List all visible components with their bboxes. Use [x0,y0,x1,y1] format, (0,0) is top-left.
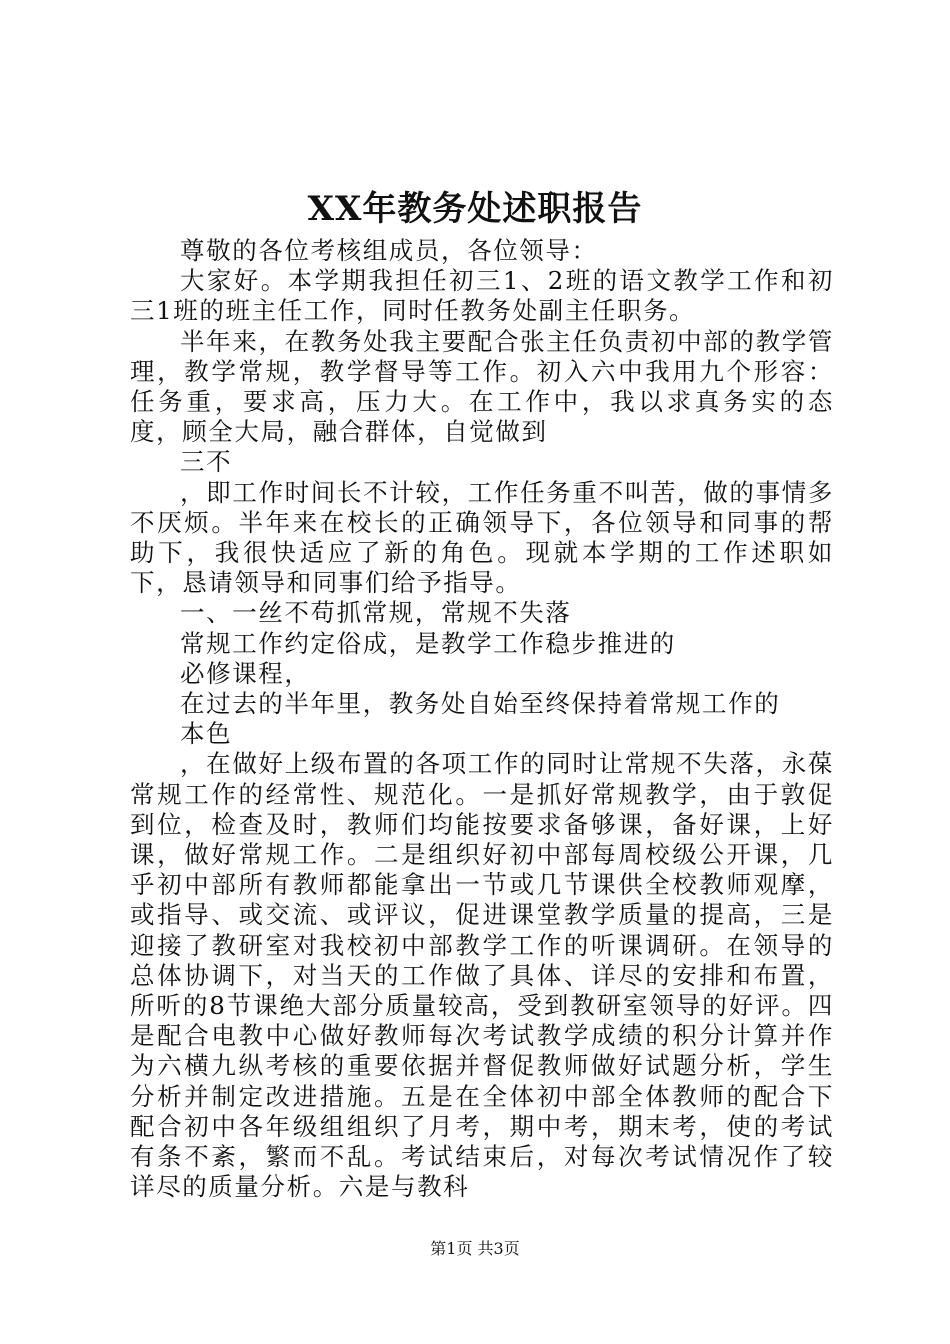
page-number-footer: 第1页 共3页 [430,1239,520,1258]
paragraph-true-colors: 本色 [180,719,233,749]
paragraph-routine-detail: ，在做好上级布置的各项工作的同时让常规不失落，永葆常规工作的经常性、规范化。一是抓好常规教学，由于敦促到位，检查及时，教师们均能按要求备够课，备好课，上好课，做好常规工作。二是组织好初中部每周校级公开课，几乎初中部所有教师都能拿出一节或几节课供全校教师观摩，或指导、或交流、或评议，促进课堂教学质量的提高，三是迎接了教研室对我校初中部教学工作的听课调研。在领导的总体协调下，对当天的工作做了具体、详尽的安排和布置，所听的8节课绝大部分质量较高，受到教研室领导的好评。四是配合电教中心做好教师每次考试教学成绩的积分计算并作为六横九纵考核的重要依据并督促教师做好试题分析，学生分析并制定改进措施。五是在全体初中部全体教师的配合下配合初中各年级组组织了月考，期中考，期末考，使的考试有条不紊，繁而不乱。考试结束后，对每次考试情况作了较详尽的质量分析。六是与教科 [130,749,834,1202]
paragraph-overview: 半年来，在教务处我主要配合张主任负责初中部的教学管理，教学常规，教学督导等工作。初入六中我用九个形容：任务重，要求高，压力大。在工作中，我以求真务实的态度，顾全大局，融合群体，自觉做到 [130,326,834,447]
paragraph-past-half-year: 在过去的半年里，教务处自始至终保持着常规工作的 [180,689,781,719]
paragraph-salutation: 尊敬的各位考核组成员，各位领导： [180,236,598,265]
paragraph-greeting: 大家好。本学期我担任初三1、2班的语文教学工作和初三1班的班主任工作，同时任教务处副主任职务。 [130,266,834,326]
document-body [130,236,834,1203]
paragraph-three-nos: 三不 [180,447,233,477]
document-title: XX年教务处述职报告 [307,189,643,229]
paragraph-routine-intro: 常规工作约定俗成，是教学工作稳步推进的 [180,628,676,658]
paragraph-required-course: 必修课程， [180,658,311,688]
paragraph-three-nos-detail: ，即工作时间长不计较，工作任务重不叫苦，做的事情多不厌烦。半年来在校长的正确领导下，各位领导和同事的帮助下，我很快适应了新的角色。现就本学期的工作述职如下，恳请领导和同事们给予指导。 [130,477,834,598]
section-heading-1: 一、一丝不苟抓常规，常规不失落 [180,598,572,628]
